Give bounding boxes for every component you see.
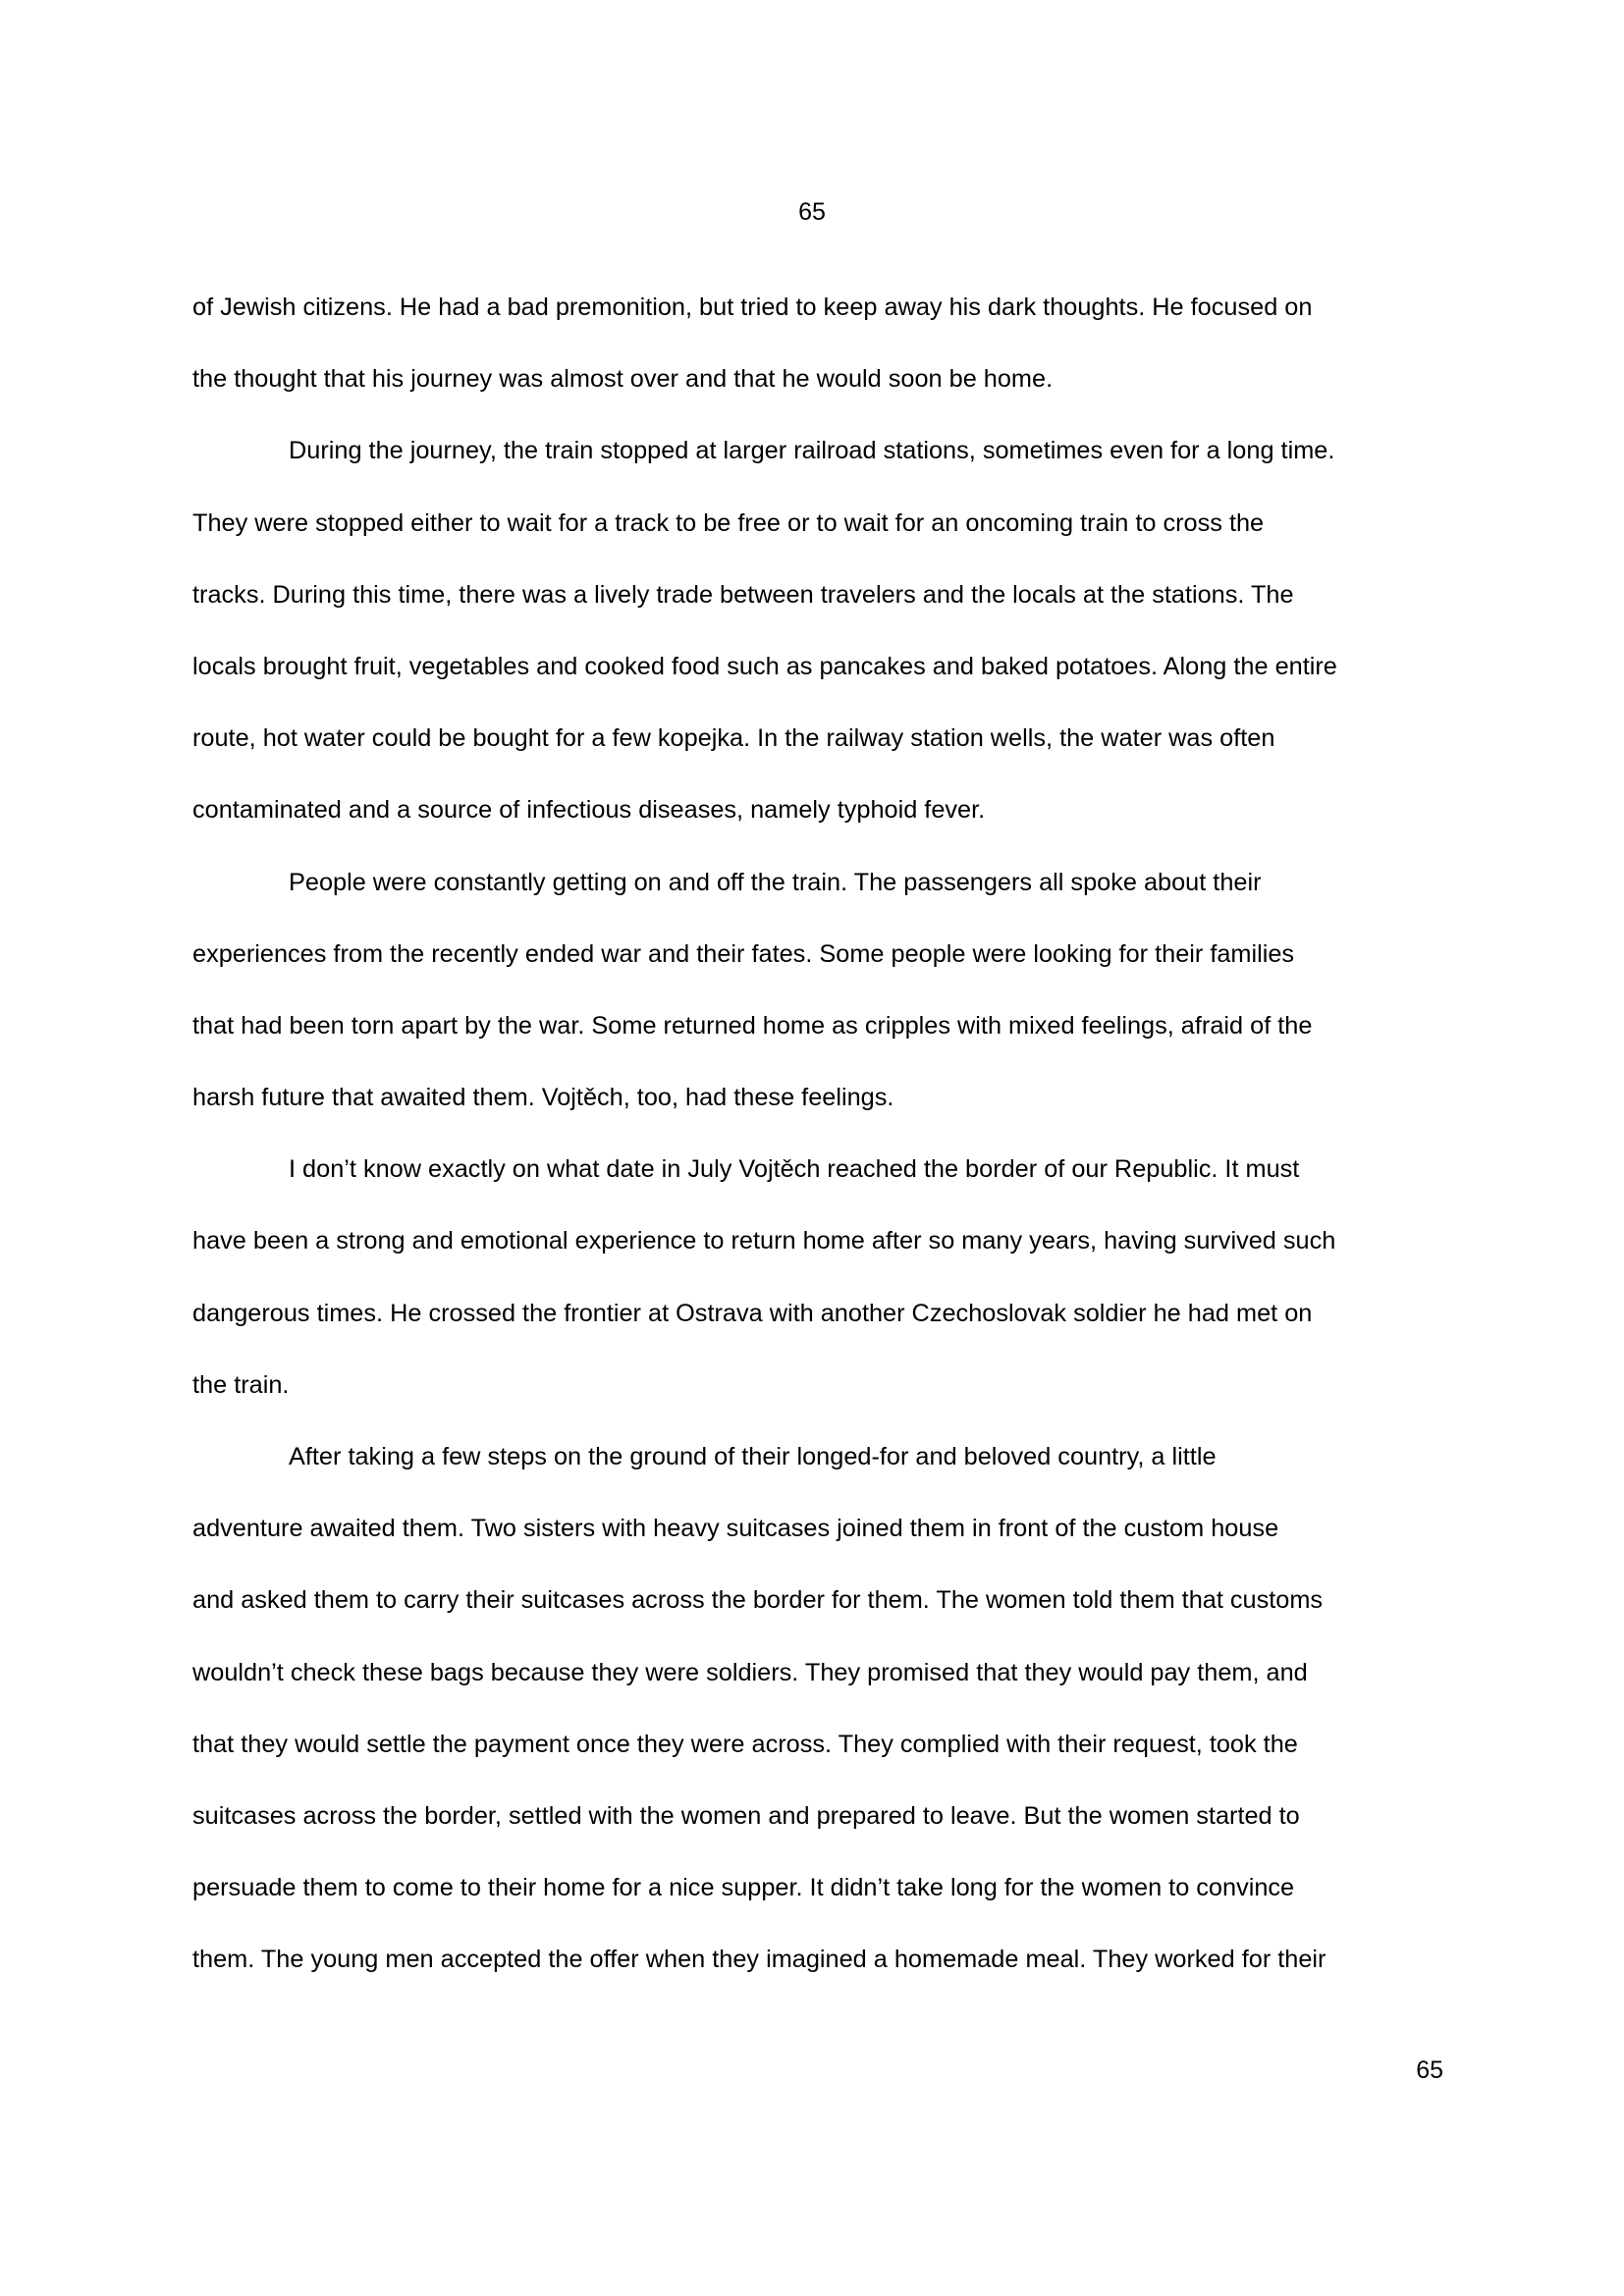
text-line: tracks. During this time, there was a lively trade between travelers and the locals at the stations. The bbox=[192, 580, 1294, 609]
text-line: wouldn’t check these bags because they were soldiers. They promised that they would pay them, and bbox=[192, 1658, 1308, 1686]
text-line: have been a strong and emotional experience to return home after so many years, having survived such bbox=[192, 1227, 1336, 1255]
body-text bbox=[192, 288, 1459, 2012]
text-line: persuade them to come to their home for a nice supper. It didn’t take long for the women to convince bbox=[192, 1874, 1295, 1902]
paragraph-first-line: During the journey, the train stopped at larger railroad stations, sometimes even for a long time. bbox=[289, 437, 1335, 465]
text-line: the train. bbox=[192, 1370, 290, 1399]
text-line: They were stopped either to wait for a track to be free or to wait for an oncoming train to cross the bbox=[192, 508, 1265, 537]
text-line: contaminated and a source of infectious diseases, namely typhoid fever. bbox=[192, 796, 986, 825]
text-line: harsh future that awaited them. Vojtěch, too, had these feelings. bbox=[192, 1084, 894, 1112]
text-line: them. The young men accepted the offer when they imagined a homemade meal. They worked for their bbox=[192, 1946, 1326, 1974]
page-number-footer: 65 bbox=[1416, 2056, 1443, 2084]
paragraph-first-line: After taking a few steps on the ground of their longed-for and beloved country, a little bbox=[289, 1443, 1217, 1470]
text-line: dangerous times. He crossed the frontier at Ostrava with another Czechoslovak soldier he had met on bbox=[192, 1299, 1313, 1327]
page-number-header: 65 bbox=[798, 198, 826, 226]
text-line: experiences from the recently ended war and their fates. Some people were looking for their families bbox=[192, 939, 1295, 968]
text-line: suitcases across the border, settled with the women and prepared to leave. But the women started to bbox=[192, 1801, 1300, 1830]
text-line: locals brought fruit, vegetables and cooked food such as pancakes and baked potatoes. Along the entire bbox=[192, 652, 1337, 680]
paragraph-first-line: People were constantly getting on and off the train. The passengers all spoke about their bbox=[289, 868, 1262, 896]
text-line: the thought that his journey was almost over and that he would soon be home. bbox=[192, 365, 1054, 394]
paragraph-first-line: I don’t know exactly on what date in July Vojtěch reached the border of our Republic. It must bbox=[289, 1155, 1300, 1184]
text-line: that had been torn apart by the war. Some returned home as cripples with mixed feelings, afraid of the bbox=[192, 1011, 1313, 1040]
text-line: and asked them to carry their suitcases across the border for them. The women told them that customs bbox=[192, 1586, 1324, 1615]
text-line: that they would settle the payment once they were across. They complied with their request, took the bbox=[192, 1730, 1298, 1758]
text-line: of Jewish citizens. He had a bad premonition, but tried to keep away his dark thoughts. He focused on bbox=[192, 294, 1313, 321]
text-line: route, hot water could be bought for a few kopejka. In the railway station wells, the water was often bbox=[192, 724, 1275, 753]
text-line: adventure awaited them. Two sisters with heavy suitcases joined them in front of the custom house bbox=[192, 1515, 1279, 1543]
